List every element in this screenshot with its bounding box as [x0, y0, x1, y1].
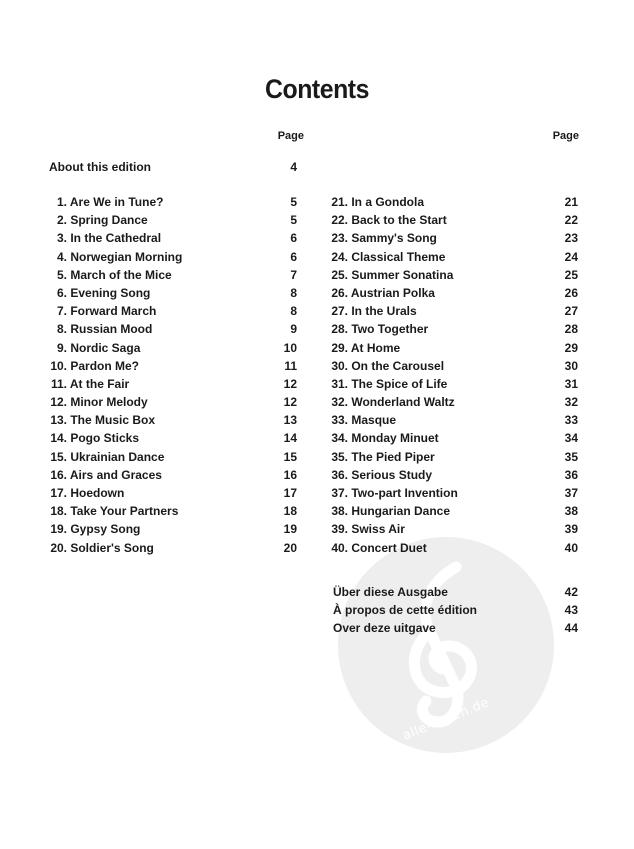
entry-label: [330, 193, 424, 211]
entry-page: 43: [564, 603, 578, 618]
entry-title: Are We in Tune?: [69, 195, 164, 209]
entry-label: [49, 320, 152, 338]
entry-title: Forward March: [70, 304, 157, 319]
about-entry: [49, 158, 297, 176]
contents-entry: [330, 357, 578, 375]
edition-notes-list: [333, 583, 578, 638]
entry-title: In the Urals: [351, 304, 417, 319]
entry-number: 7.: [56, 304, 67, 319]
page-column-header-right: Page: [552, 130, 579, 142]
entry-title: Wonderland Waltz: [351, 395, 455, 410]
entry-number: 20.: [50, 540, 67, 555]
entry-number: 25.: [331, 267, 348, 282]
about-label: About this edition: [49, 160, 151, 174]
entry-label: [333, 583, 448, 601]
entry-title: The Pied Piper: [351, 449, 435, 464]
contents-entry: [330, 229, 578, 247]
entry-label: [49, 484, 124, 502]
entry-page: 12: [283, 395, 297, 410]
entry-title: Airs and Graces: [69, 467, 162, 482]
entry-title: Summer Sonatina: [351, 267, 454, 282]
entry-page: 30: [564, 358, 578, 373]
entry-number: 18.: [50, 504, 67, 519]
entry-title: Take Your Partners: [70, 504, 179, 519]
entry-number: 10.: [50, 358, 67, 373]
entry-title: The Music Box: [70, 413, 156, 428]
contents-entry: [49, 357, 297, 375]
contents-entry: [330, 466, 578, 484]
entry-page: 39: [564, 522, 578, 537]
entry-page: 31: [564, 376, 578, 391]
entry-number: 30.: [331, 358, 348, 373]
entry-label: [330, 429, 439, 447]
entry-page: 33: [564, 413, 578, 428]
contents-entry: [330, 284, 578, 302]
entry-page: 8: [290, 304, 297, 319]
entry-title: Two Together: [351, 322, 429, 337]
entry-number: 33.: [331, 413, 348, 428]
entry-page: 11: [284, 358, 297, 373]
entry-page: 24: [564, 249, 578, 264]
entry-page: 40: [564, 540, 578, 555]
contents-entry: [330, 375, 578, 393]
entry-number: 17.: [50, 486, 67, 500]
entry-page: 16: [283, 467, 297, 482]
entry-number: 2.: [56, 213, 67, 228]
entry-label: [330, 211, 447, 229]
entry-page: 17: [283, 486, 297, 500]
entry-page: 37: [564, 486, 578, 500]
entry-label: [49, 229, 161, 247]
entry-label: [330, 393, 455, 411]
entry-title: Spring Dance: [70, 213, 148, 228]
entry-number: 32.: [331, 395, 348, 410]
entry-number: 39.: [331, 522, 348, 537]
entry-page: 8: [290, 285, 297, 300]
entry-label: [49, 429, 139, 447]
entry-label: [49, 375, 129, 393]
entry-label: [330, 320, 428, 338]
contents-entry: [333, 601, 578, 619]
entry-page: 15: [283, 449, 297, 464]
entry-label: [49, 448, 164, 466]
contents-entry: [49, 302, 297, 320]
entry-number: 5.: [56, 267, 67, 282]
contents-entry: [330, 339, 578, 357]
entry-page: 21: [564, 195, 578, 209]
contents-entry: [49, 466, 297, 484]
contents-entry: [330, 539, 578, 557]
contents-entry: [330, 266, 578, 284]
entry-title: In a Gondola: [351, 195, 425, 209]
contents-entry: [49, 539, 297, 557]
contents-entry: [49, 393, 297, 411]
entry-page: 26: [564, 285, 578, 300]
entry-page: 20: [283, 540, 297, 555]
entry-title: Evening Song: [70, 285, 151, 300]
entry-number: 34.: [331, 431, 348, 446]
contents-entry: [49, 266, 297, 284]
entry-label: [49, 393, 148, 411]
contents-entry: [330, 520, 578, 538]
contents-entry: [330, 193, 578, 211]
contents-entry: [330, 411, 578, 429]
entry-number: 24.: [331, 249, 348, 264]
contents-entry: [330, 248, 578, 266]
entry-page: 9: [290, 322, 297, 337]
entry-label: [330, 448, 435, 466]
contents-entry: [330, 211, 578, 229]
contents-entry: [330, 429, 578, 447]
entry-number: 9.: [56, 340, 67, 355]
entry-label: [49, 266, 172, 284]
contents-entry: [49, 411, 297, 429]
entry-title: Ukrainian Dance: [70, 449, 165, 464]
entry-title: Norwegian Morning: [70, 249, 183, 264]
contents-entry: [49, 429, 297, 447]
entry-number: 16.: [50, 467, 67, 482]
entry-number: 14.: [50, 431, 67, 446]
entry-label: [330, 266, 453, 284]
contents-entry: [330, 393, 578, 411]
entry-page: 32: [564, 395, 578, 410]
entry-title: Nordic Saga: [70, 340, 141, 355]
entry-page: 10: [283, 340, 297, 355]
contents-right-column: [330, 193, 578, 557]
entry-page: 7: [290, 267, 297, 282]
contents-entry: [330, 484, 578, 502]
entry-label: [49, 411, 155, 429]
entry-label: [330, 248, 445, 266]
entry-page: 23: [564, 231, 578, 246]
entry-label: [330, 302, 417, 320]
entry-label: [49, 193, 163, 211]
entry-number: 31.: [331, 376, 348, 391]
entry-title: Soldier's Song: [70, 540, 154, 555]
entry-label: [330, 466, 432, 484]
entry-page: 6: [290, 231, 297, 246]
contents-entry: [49, 211, 297, 229]
contents-entry: [330, 320, 578, 338]
entry-page: 6: [290, 249, 297, 264]
entry-title: Back to the Start: [351, 213, 447, 228]
entry-number: 38.: [331, 504, 348, 519]
entry-label: [330, 520, 405, 538]
entry-title: Two-part Invention: [351, 486, 458, 500]
entry-title: At the Fair: [69, 376, 130, 391]
contents-entry: [330, 502, 578, 520]
entry-number: 1.: [56, 195, 67, 209]
entry-number: 3.: [56, 231, 67, 246]
entry-label: [330, 357, 444, 375]
entry-title: À propos de cette édition: [333, 603, 478, 618]
entry-number: 6.: [56, 285, 67, 300]
entry-page: 42: [564, 585, 578, 599]
entry-label: [49, 520, 140, 538]
entry-label: [49, 539, 154, 557]
entry-label: [330, 284, 435, 302]
entry-page: 5: [290, 213, 297, 228]
entry-title: Gypsy Song: [70, 522, 141, 537]
entry-title: Über diese Ausgabe: [333, 585, 448, 599]
entry-page: 29: [564, 340, 578, 355]
entry-label: [330, 484, 458, 502]
entry-label: [330, 411, 396, 429]
entry-label: [49, 339, 140, 357]
entry-number: 35.: [331, 449, 348, 464]
entry-title: At Home: [350, 340, 401, 355]
entry-label: [49, 211, 148, 229]
contents-entry: [330, 448, 578, 466]
contents-entry: [49, 320, 297, 338]
contents-entry: [49, 193, 297, 211]
entry-page: 19: [283, 522, 297, 537]
entry-number: 13.: [50, 413, 67, 428]
entry-title: Monday Minuet: [351, 431, 439, 446]
entry-number: 8.: [56, 322, 67, 337]
entry-number: 22.: [331, 213, 348, 228]
entry-label: [49, 248, 182, 266]
contents-entry: [49, 448, 297, 466]
entry-number: 15.: [50, 449, 67, 464]
entry-title: Minor Melody: [70, 395, 148, 410]
entry-page: 18: [283, 504, 297, 519]
entry-number: 4.: [56, 249, 67, 264]
contents-left-column: [49, 193, 297, 557]
entry-title: Sammy's Song: [351, 231, 437, 246]
entry-label: [49, 502, 178, 520]
entry-title: Hungarian Dance: [351, 504, 451, 519]
entry-label: [49, 466, 162, 484]
contents-entry: [333, 583, 578, 601]
contents-entry: [49, 284, 297, 302]
contents-entry: [49, 484, 297, 502]
entry-title: Pogo Sticks: [70, 431, 140, 446]
entry-page: 14: [283, 431, 297, 446]
entry-title: Over deze uitgave: [333, 621, 436, 636]
contents-entry: [49, 248, 297, 266]
entry-page: 28: [564, 322, 578, 337]
entry-number: 27.: [331, 304, 348, 319]
entry-label: [49, 302, 156, 320]
entry-label: [330, 375, 447, 393]
entry-number: 29.: [331, 340, 348, 355]
contents-entry: [330, 302, 578, 320]
entry-number: 26.: [331, 285, 348, 300]
entry-title: In the Cathedral: [70, 231, 162, 246]
contents-entry: [49, 520, 297, 538]
entry-label: [49, 284, 150, 302]
entry-label: [333, 619, 436, 637]
entry-title: Classical Theme: [351, 249, 446, 264]
entry-label: [330, 502, 450, 520]
page-title: Contents: [265, 74, 369, 104]
entry-number: 23.: [331, 231, 348, 246]
entry-page: 44: [564, 621, 578, 636]
entry-number: 21.: [331, 195, 348, 209]
entry-number: 11.: [50, 376, 67, 391]
entry-title: Masque: [351, 413, 397, 428]
entry-title: March of the Mice: [70, 267, 172, 282]
entry-number: 28.: [331, 322, 348, 337]
entry-page: 34: [564, 431, 578, 446]
entry-title: Swiss Air: [351, 522, 405, 537]
entry-number: 36.: [331, 467, 348, 482]
entry-page: 35: [564, 449, 578, 464]
entry-title: Serious Study: [351, 467, 433, 482]
entry-title: Austrian Polka: [350, 285, 435, 300]
page-column-header-left: Page: [277, 130, 304, 142]
entry-page: 5: [290, 195, 297, 209]
entry-page: 38: [564, 504, 578, 519]
watermark-text: alle-noten.de: [400, 695, 492, 744]
entry-number: 12.: [50, 395, 67, 410]
entry-label: [49, 357, 139, 375]
entry-title: On the Carousel: [351, 358, 445, 373]
entry-title: Concert Duet: [351, 540, 427, 555]
contents-entry: [49, 375, 297, 393]
entry-page: 13: [283, 413, 297, 428]
entry-label: [330, 339, 400, 357]
entry-title: The Spice of Life: [351, 376, 448, 391]
entry-number: 40.: [331, 540, 348, 555]
entry-page: 27: [564, 304, 578, 319]
contents-entry: [49, 339, 297, 357]
entry-number: 37.: [331, 486, 348, 500]
entry-title: Hoedown: [70, 486, 125, 500]
entry-label: [330, 539, 427, 557]
entry-page: 22: [564, 213, 578, 228]
contents-entry: [333, 619, 578, 637]
entry-title: Russian Mood: [70, 322, 153, 337]
about-page: 4: [290, 160, 297, 174]
entry-page: 36: [564, 467, 578, 482]
entry-page: 12: [283, 376, 297, 391]
entry-page: 25: [564, 267, 578, 282]
contents-entry: [49, 502, 297, 520]
entry-label: [330, 229, 437, 247]
entry-title: Pardon Me?: [70, 358, 140, 373]
entry-label: [333, 601, 477, 619]
contents-entry: [49, 229, 297, 247]
entry-number: 19.: [50, 522, 67, 537]
